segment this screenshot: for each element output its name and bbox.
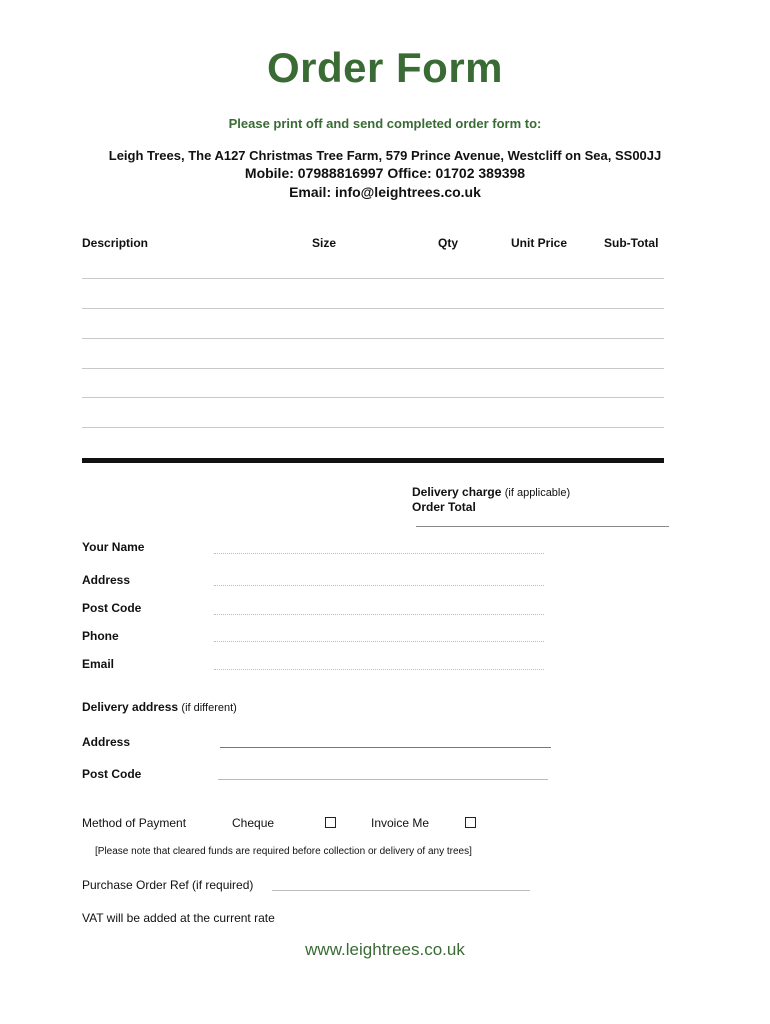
table-divider xyxy=(82,458,664,463)
cheque-checkbox[interactable] xyxy=(325,817,336,828)
delivery-charge-text: Delivery charge xyxy=(412,485,502,499)
column-description: Description xyxy=(82,236,149,250)
send-instructions: Please print off and send completed order form to: xyxy=(228,116,542,131)
email-field[interactable] xyxy=(214,669,544,670)
email-label: Email xyxy=(82,657,115,671)
your-name-label: Your Name xyxy=(82,540,145,554)
order-total-label: Order Total xyxy=(412,500,476,514)
order-row-line[interactable] xyxy=(82,308,664,309)
vat-note: VAT will be added at the current rate xyxy=(82,911,275,925)
website-link[interactable]: www.leightrees.co.uk xyxy=(305,940,465,959)
company-address: Leigh Trees, The A127 Christmas Tree Farm, 579 Prince Avenue, Westcliff on Sea, SS00JJ xyxy=(108,148,662,163)
address-label: Address xyxy=(82,573,131,587)
delivery-address-label: Address xyxy=(82,735,131,749)
phone-label: Phone xyxy=(82,629,119,643)
post-code-label: Post Code xyxy=(82,601,142,615)
order-row-line[interactable] xyxy=(82,368,664,369)
column-size: Size xyxy=(312,236,337,250)
delivery-charge-note: (if applicable) xyxy=(504,487,571,499)
column-sub-total: Sub-Total xyxy=(604,236,659,250)
delivery-address-note: (if different) xyxy=(181,702,237,714)
address-field[interactable] xyxy=(214,585,544,586)
company-phone-numbers: Mobile: 07988816997 Office: 01702 389398 xyxy=(244,165,526,181)
delivery-address-heading xyxy=(82,700,237,714)
delivery-address-field[interactable] xyxy=(220,747,551,748)
invoice-checkbox[interactable] xyxy=(465,817,476,828)
purchase-order-field[interactable] xyxy=(272,890,530,891)
order-total-field[interactable] xyxy=(416,526,669,527)
your-name-field[interactable] xyxy=(214,553,544,554)
delivery-post-code-label: Post Code xyxy=(82,767,142,781)
invoice-option-label: Invoice Me xyxy=(371,816,430,830)
column-qty: Qty xyxy=(438,236,459,250)
order-row-line[interactable] xyxy=(82,278,664,279)
delivery-charge-label xyxy=(412,485,570,499)
page-title: Order Form xyxy=(266,44,504,91)
post-code-field[interactable] xyxy=(214,614,544,615)
company-email: Email: info@leightrees.co.uk xyxy=(289,184,481,200)
payment-method-label: Method of Payment xyxy=(82,816,187,830)
phone-field[interactable] xyxy=(214,641,544,642)
delivery-post-code-field[interactable] xyxy=(218,779,548,780)
order-row-line[interactable] xyxy=(82,338,664,339)
purchase-order-label: Purchase Order Ref (if required) xyxy=(82,878,254,892)
order-row-line[interactable] xyxy=(82,427,664,428)
order-row-line[interactable] xyxy=(82,397,664,398)
cleared-funds-note: [Please note that cleared funds are required before collection or delivery of any trees] xyxy=(95,846,472,857)
cheque-option-label: Cheque xyxy=(232,816,275,830)
column-unit-price: Unit Price xyxy=(511,236,568,250)
delivery-address-heading-text: Delivery address xyxy=(82,700,179,714)
